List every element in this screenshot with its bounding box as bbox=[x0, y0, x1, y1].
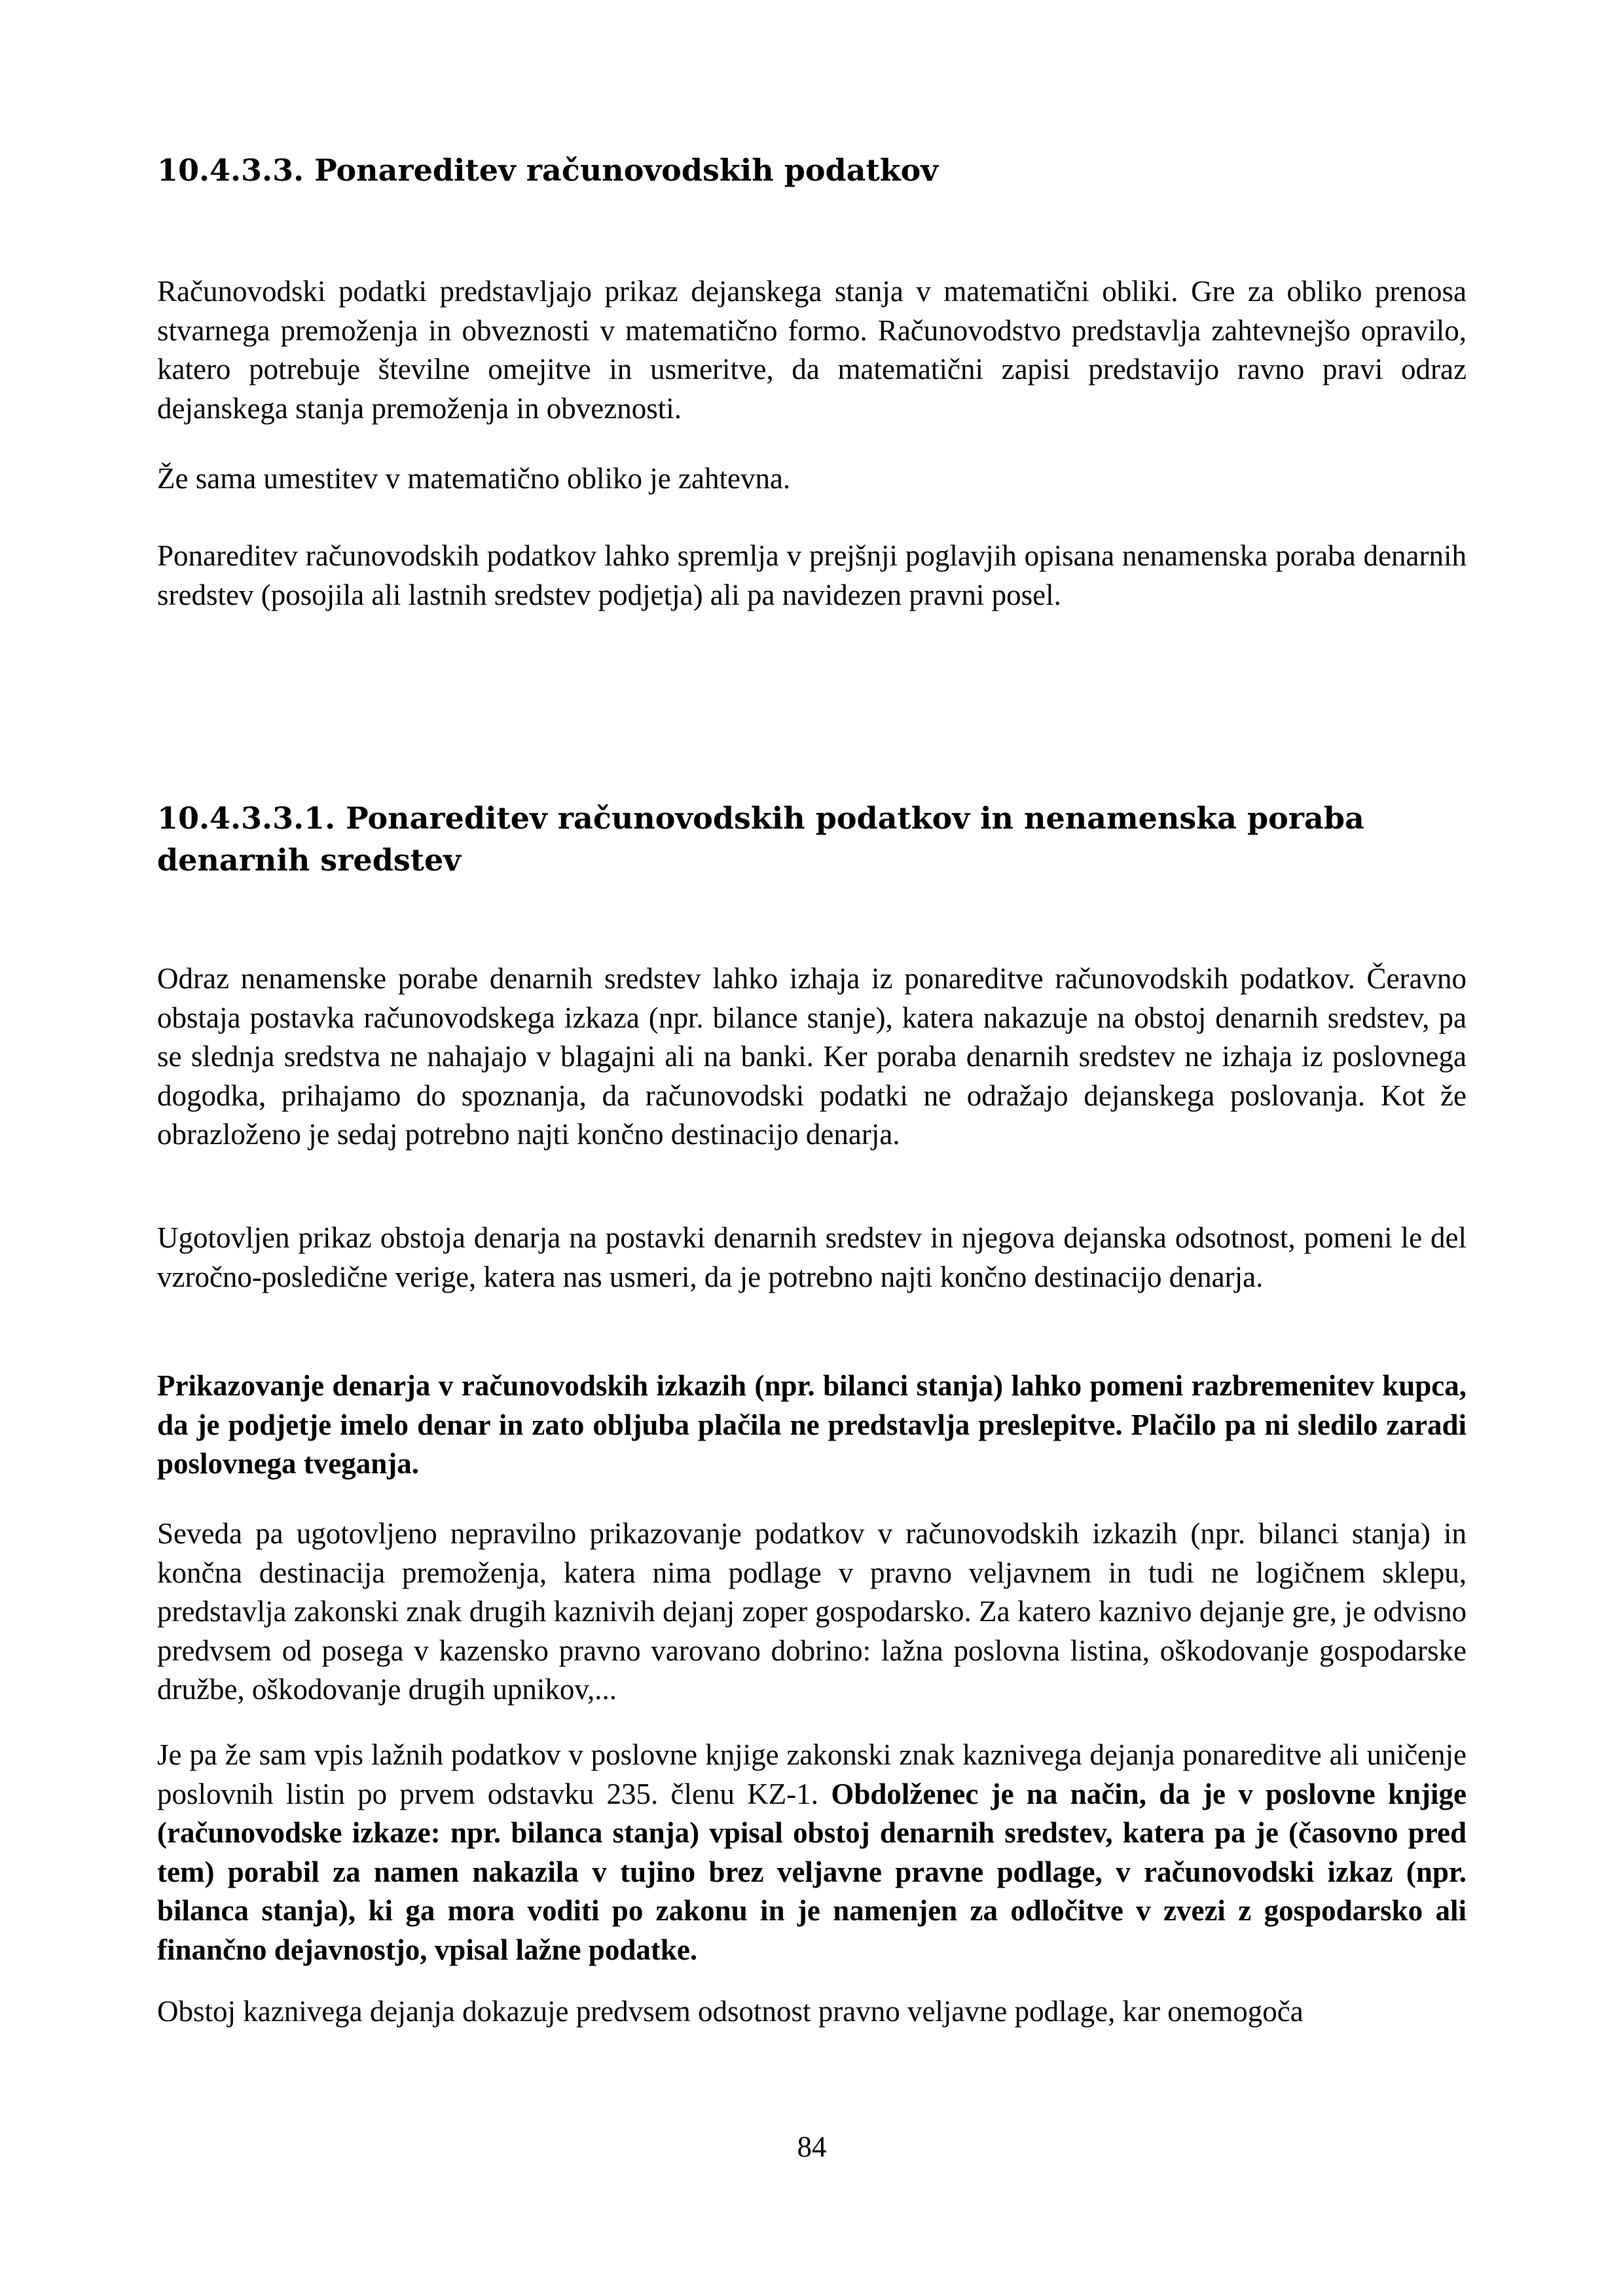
section-heading: 10.4.3.3. Ponareditev računovodskih podatkov bbox=[157, 152, 939, 188]
section-paragraph-3: Ponareditev računovodskih podatkov lahko spremlja v prejšnji poglavjih opisana nenamenska poraba denarnih sredstev (posojila ali lastnih sredstev podjetja) ali pa navidezen pravni posel. bbox=[157, 539, 1467, 611]
paragraph-5-bold-text: Obdolženec je na način, da je v poslovne knjige (računovodske izkaze: npr. bilanca stanja) vpisal obstoj denarnih sredstev, katera pa je (časovno pred tem) porabil za namen nakazila v tujino brez veljavne pravne podlage, v računovodski izkaz (npr. bilanca stanja), ki ga mora voditi po zakonu in je namenjen za odločitve v zvezi z gospodarsko ali finančno dejavnostjo, vpisal lažne podatke. bbox=[157, 1777, 1467, 1966]
subsection-heading: 10.4.3.3.1. Ponareditev računovodskih podatkov in nenamenska poraba denarnih sredstev bbox=[157, 800, 1364, 878]
subsection-paragraph-5 bbox=[157, 1736, 1467, 1969]
section-paragraph-1: Računovodski podatki predstavljajo prikaz dejanskega stanja v matematični obliki. Gre za obliko prenosa stvarnega premoženja in obveznosti v matematično formo. Računovodstvo predstavlja zahtevnejšo opravilo, katero potrebuje številne omejitve in usmeritve, da matematični zapisi predstavijo ravno pravi odraz dejanskega stanja premoženja in obveznosti. bbox=[157, 275, 1467, 425]
subsection-paragraph-1: Odraz nenamenske porabe denarnih sredstev lahko izhaja iz ponareditve računovodskih podatkov. Čeravno obstaja postavka računovodskega izkaza (npr. bilance stanje), katera nakazuje na obstoj denarnih sredstev, pa se slednja sredstva ne nahajajo v blagajni ali na banki. Ker poraba denarnih sredstev ne izhaja iz poslovnega dogodka, prihajamo do spoznanja, da računovodski podatki ne odražajo dejanskega poslovanja. Kot že obrazloženo je sedaj potrebno najti končno destinacijo denarja. bbox=[157, 962, 1467, 1151]
paragraph-5-normal-text: Je pa že sam vpis lažnih podatkov v poslovne knjige zakonski znak kaznivega dejanja ponareditve ali uničenje poslovnih listin po prvem odstavku 235. členu KZ-1. bbox=[157, 1738, 1467, 1810]
subsection-paragraph-4: Seveda pa ugotovljeno nepravilno prikazovanje podatkov v računovodskih izkazih (npr. bilanci stanja) in končna destinacija premoženja, katera nima podlage v pravno veljavnem in tudi ne logičnem sklepu, predstavlja zakonski znak drugih kaznivih dejanj zoper gospodarsko. Za katero kaznivo dejanje gre, je odvisno predvsem od posega v kazensko pravno varovano dobrino: lažna poslovna listina, oškodovanje gospodarske družbe, oškodovanje drugih upnikov,... bbox=[157, 1517, 1467, 1706]
subsection-paragraph-6: Obstoj kaznivega dejanja dokazuje predvsem odsotnost pravno veljavne podlage, kar onemogoča bbox=[157, 1995, 1304, 2028]
section-paragraph-2: Že sama umestitev v matematično obliko je zahtevna. bbox=[157, 462, 791, 495]
document-page bbox=[157, 0, 1467, 2296]
page-number: 84 bbox=[797, 2130, 827, 2163]
subsection-paragraph-2: Ugotovljen prikaz obstoja denarja na postavki denarnih sredstev in njegova dejanska odsotnost, pomeni le del vzročno-posledične verige, katera nas usmeri, da je potrebno najti končno destinacijo denarja. bbox=[157, 1221, 1467, 1293]
subsection-paragraph-3-bold: Prikazovanje denarja v računovodskih izkazih (npr. bilanci stanja) lahko pomeni razbremenitev kupca, da je podjetje imelo denar in zato obljuba plačila ne predstavlja preslepitve. Plačilo pa ni sledilo zaradi poslovnega tveganja. bbox=[157, 1369, 1467, 1480]
